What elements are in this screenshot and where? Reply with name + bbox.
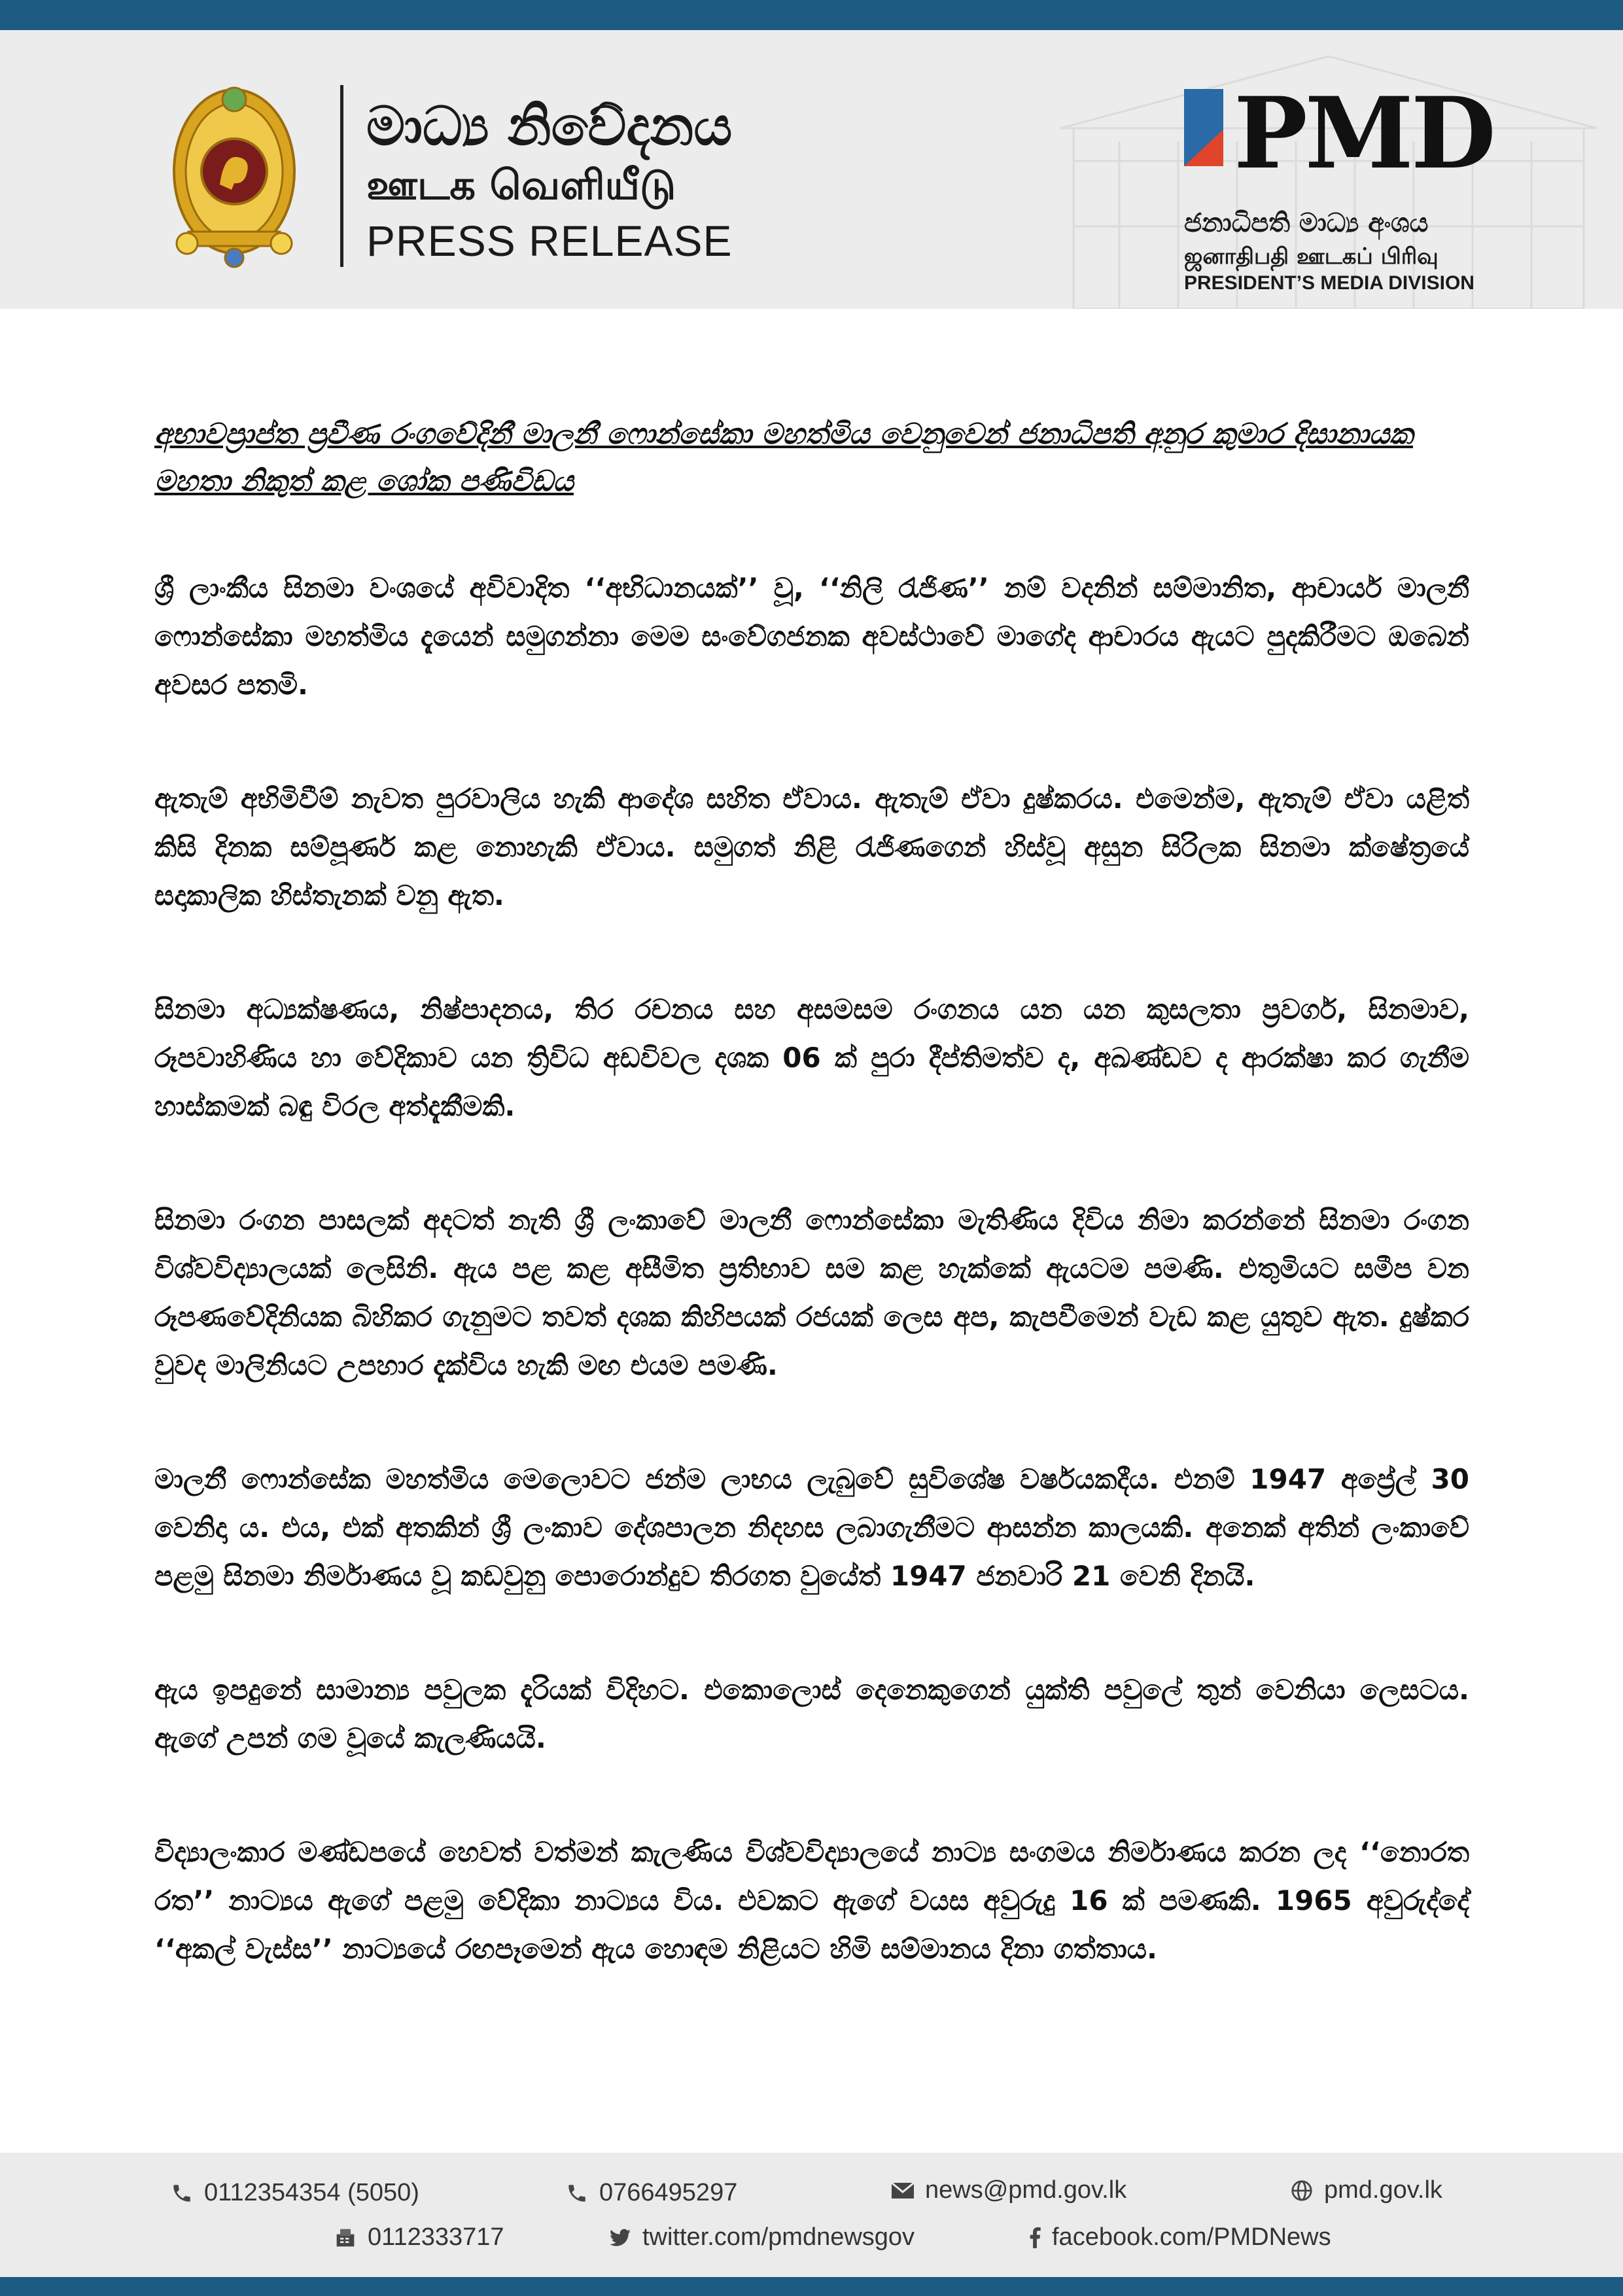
mobile-contact — [564, 2179, 737, 2207]
email-contact — [890, 2176, 1126, 2204]
facebook-link[interactable]: facebook.com/PMDNews — [1052, 2223, 1331, 2251]
email-link[interactable]: news@pmd.gov.lk — [925, 2176, 1127, 2204]
paragraph: සිනමා අධ්‍යක්ෂණය, නිෂ්පාදනය, තිර රචනය සහ අසමසම රංගනය යන යන කුසලතා ප්‍රවර්ග, සිනමාව, රූපවාහිණිය හා වේදිකාව යන ත්‍රිවිධ අඩවිවල දශක 06 ක් පුරා දීප්තිමත්ව ද, අඛණ්ඩව ද ආරක්ෂා කර ගැනීම හාස්කමක් බඳු විරල අත්දැකීමකි. — [154, 993, 1469, 1122]
press-release-sinhala: මාධ්‍ය නිවේදනය — [366, 96, 733, 158]
contact-footer — [0, 2153, 1623, 2277]
top-stripe — [0, 0, 1623, 30]
document-title: අභාවප්‍රාප්ත ප්‍රවීණ රංගවේදිනී මාලනී ෆොන්සේකා මහත්මිය වෙනුවෙන් ජනාධිපති අනුර කුමාර දිසානායක මහතා නිකුත් කළ ශෝක පණිවිඩය — [154, 417, 1413, 498]
globe-icon — [1289, 2178, 1315, 2204]
paragraph: සිනමා රංගන පාසලක් අදටත් නැති ශ්‍රී ලංකාවේ මාලනී ෆොන්සේකා මැතිණිය දිවිය නිමා කරන්නේ සිනමා රංගන විශ්වවිද්‍යාලයක් ලෙසිනි. ඇය පළ කළ අසීමිත ප්‍රතිභාව සම කළ හැක්කේ ඇයටම පමණි. එතුමියට සමීප වන රූපණවේදිනියක බිහිකර ගැනුමට තවත් දශක කිහිපයක් රජයක් ලෙස අප, කැපවීමෙන් වැඩ කළ යුතුව ඇත. දුෂ්කර වුවද මාලිනියට උපහාර දැක්විය හැකි මඟ එයම පමණි. — [154, 1204, 1469, 1381]
website-contact — [1289, 2176, 1442, 2204]
phone-contact — [169, 2179, 419, 2207]
twitter-icon — [607, 2225, 633, 2251]
fax-icon — [332, 2225, 358, 2251]
phone-number[interactable]: 0112354354 (5050) — [204, 2179, 419, 2206]
envelope-icon — [890, 2178, 916, 2204]
bottom-stripe — [0, 2277, 1623, 2296]
pmd-logo — [1184, 76, 1493, 191]
facebook-icon — [1027, 2225, 1043, 2251]
paragraph: ඇය ඉපදුනේ සාමාන්‍ය පවුලක දැරියක් විදිහට. එකොලොස් දෙනෙකුගෙන් යුක්ති පවුලේ තුන් වෙනියා ලෙසටය. ඇගේ උපන් ගම වූයේ කැලණියයි. — [154, 1674, 1469, 1754]
press-release-english: PRESS RELEASE — [366, 217, 733, 265]
mobile-number[interactable]: 0766495297 — [599, 2179, 738, 2206]
paragraph: විද්‍යාලංකාර මණ්ඩපයේ හෙවත් වත්මන් කැලණිය විශ්වවිද්‍යාලයේ නාට්‍ය සංගමය නිර්මාණය කරන ලද ‘‘නොරත රත’’ නාට්‍යය ඇගේ පළමු වේදිකා නාට්‍යය විය. එවකට ඇගේ වයස අවුරුදු 16 ක් පමණකි. 1965 අවුරුද්දේ ‘‘අකල් වැස්ස’’ නාට්‍යයේ රඟපෑමෙන් ඇය හොඳම නිළියට හිමි සම්මානය දිනා ගත්තාය. — [154, 1836, 1469, 1965]
letterhead — [0, 30, 1623, 309]
pmd-name-english: PRESIDENT’S MEDIA DIVISION — [1184, 272, 1475, 294]
paragraph: ශ්‍රී ලාංකීය සිනමා වංශයේ අවිවාදිත ‘‘අභිධානයක්’’ වූ, ‘‘නිලි රැජිණ’’ නම් වදනින් සම්මානිත, ආචාර්ය මාලනී ෆොන්සේකා මහත්මිය දැයෙන් සමුගන්නා මෙම සංවේගජනක අවස්ථාවේ මාගේද ආචාරය ඇයට පුදකිරීමට ඔබෙන් අවසර පතමි. — [154, 572, 1469, 701]
pmd-logo-text: PMD — [1234, 76, 1493, 191]
paragraph: මාලනී ෆොන්සේක මහත්මිය මෙලොවට ජන්ම ලාභය ලැබුවේ සුවිශේෂ වර්ෂයකදීය. එනම් 1947 අප්‍රේල් 30 වෙනිදා ය. එය, එක් අතකින් ශ්‍රී ලංකාව දේශපාලන නිදහස ලබාගැනීමට ආසන්න කාලයකි. අනෙක් අතින් ලංකාවේ පළමු සිනමා නිර්මාණය වූ කඩවුනු පොරොන්දුව තිරගත වුයේත් 1947 ජනවාරි 21 වෙනි දිනයි. — [154, 1463, 1469, 1592]
pmd-name-tamil: ஜனாதிபதி ஊடகப் பிரிவு — [1184, 243, 1439, 270]
website-link[interactable]: pmd.gov.lk — [1324, 2176, 1442, 2204]
pmd-name-sinhala: ජනාධිපති මාධ්‍ය අංශය — [1184, 208, 1429, 238]
press-release-tamil: ஊடக வெளியீடு — [366, 161, 676, 209]
paragraph: ඇතැම් අභිමිවීම් නැවත පුරවාලිය හැකි ආදේශ සහිත ඒවාය. ඇතැම් ඒවා දුෂ්කරය. එමෙන්ම, ඇතැම් ඒවා යළිත් කිසි දිනක සම්පූර්ණ කළ නොහැකි ඒවාය. සමුගත් නිළි රැජිණගෙන් හිස්වූ අසුන සිරිලක සිනමා ක්ෂේත්‍රයේ සදාකාලික හිස්තැනක් වනු ඇත. — [154, 783, 1469, 911]
sri-lanka-emblem-icon — [169, 80, 300, 270]
document-body — [154, 411, 1469, 2039]
phone-icon — [564, 2180, 590, 2206]
header-divider — [340, 85, 343, 267]
fax-number[interactable]: 0112333717 — [368, 2223, 504, 2251]
twitter-contact — [607, 2223, 915, 2252]
twitter-link[interactable]: twitter.com/pmdnewsgov — [642, 2223, 915, 2251]
phone-icon — [169, 2180, 195, 2206]
facebook-contact — [1027, 2223, 1331, 2252]
fax-contact — [332, 2223, 504, 2252]
